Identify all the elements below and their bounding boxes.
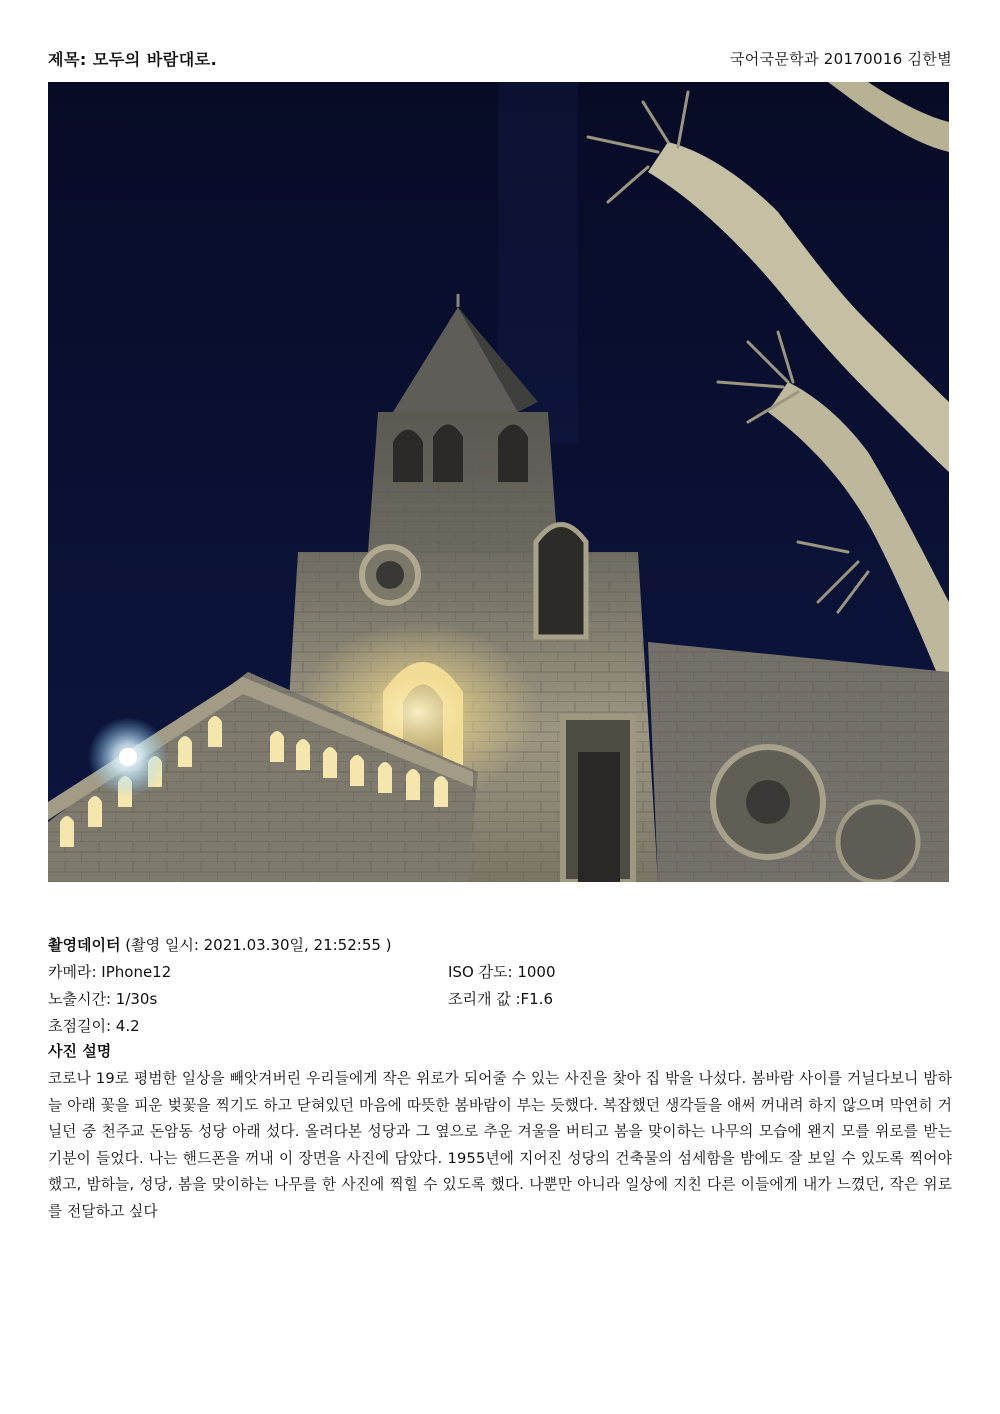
shooting-datetime: (촬영 일시: 2021.03.30일, 21:52:55 ) <box>125 936 392 954</box>
camera-value: 카메라: IPhone12 <box>48 963 172 981</box>
page-title: 제목: 모두의 바람대로. <box>48 50 218 69</box>
shooting-data-heading: 촬영데이터 <box>48 936 121 954</box>
focal-length-value: 초점길이: 4.2 <box>48 1017 140 1035</box>
shooting-row-2 <box>48 986 952 1013</box>
author-info: 국어국문학과 20170016 김한별 <box>730 50 952 68</box>
shooting-data-header <box>48 932 952 959</box>
exposure-value: 노출시간: 1/30s <box>48 990 158 1008</box>
shooting-data <box>48 932 952 1040</box>
shooting-row-3 <box>48 1013 952 1040</box>
aperture-value: 조리개 값 :F1.6 <box>448 990 554 1008</box>
description-heading: 사진 설명 <box>48 1042 112 1060</box>
description-body: 코로나 19로 평범한 일상을 빼앗겨버린 우리들에게 작은 위로가 되어줄 수 있는 사진을 찾아 집 밖을 나섰다. 봄바람 사이를 거닐다보니 밤하늘 아래 꽃을 피운 벚꽃을 찍기도 하고 닫혀있던 마음에 따뜻한 봄바람이 부는 듯했다. 복잡했던 생각들을 애써 꺼내려 하지 않으며 막연히 거닐던 중 천주교 돈암동 성당 아래 섰다. 올려다본 성당과 그 옆으로 추운 겨울을 버티고 봄을 맞이하는 나무의 모습에 왠지 모를 위로를 받는 기분이 들었다. 나는 핸드폰을 꺼내 이 장면을 사진에 담았다. 1955년에 지어진 성당의 건축물의 섬세함을 밤에도 잘 보일 수 있도록 찍어야했고, 밤하늘, 성당, 봄을 맞이하는 나무를 한 사진에 찍힐 수 있도록 했다. 나뿐만 아니라 일상에 지친 다른 이들에게 내가 느꼈던, 작은 위로를 전달하고 싶다 <box>48 1070 952 1220</box>
shooting-row-1 <box>48 959 952 986</box>
iso-value: ISO 감도: 1000 <box>448 963 556 981</box>
cathedral-night-photo <box>48 82 949 882</box>
